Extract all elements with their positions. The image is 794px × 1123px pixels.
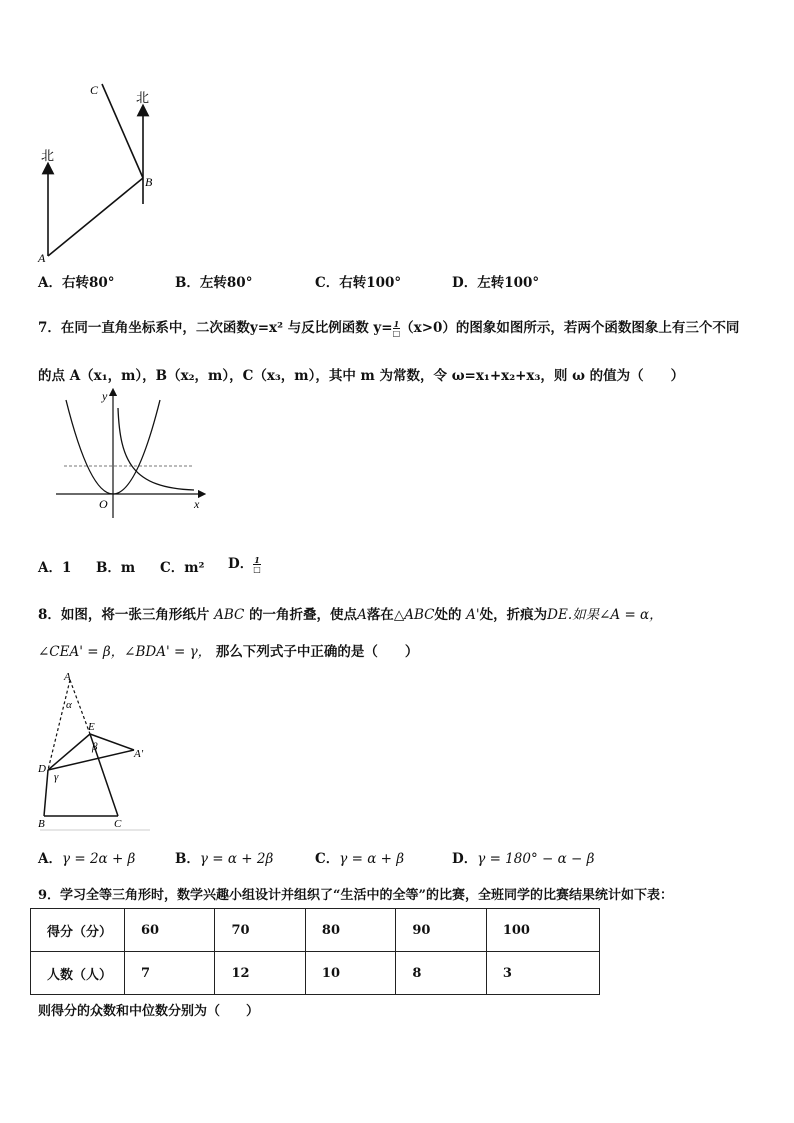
segment-ab: [48, 178, 143, 256]
table-cell: 70: [215, 909, 305, 952]
q8-text-i: 处，折痕为: [479, 607, 548, 623]
q8-math-abc: ABC: [214, 607, 245, 623]
q7-text-post: （x>0）的图象如图所示，若两个函数图象上有三个不同: [400, 320, 740, 336]
label-b: B: [145, 175, 153, 189]
q7-option-d-fraction: [253, 556, 261, 573]
label-a: A: [64, 671, 71, 683]
q6-option-c[interactable]: C．右转100°: [315, 275, 402, 291]
q8-stem-line1: [38, 603, 663, 623]
q8-math-de: DE: [547, 607, 568, 623]
table-cell: 80: [305, 909, 395, 952]
q8-stem-line2: [38, 640, 418, 660]
q8-text-a: 8．如图，将一张三角形纸片: [38, 607, 210, 623]
q8-text-e: 落在: [366, 607, 394, 623]
table-row: [31, 909, 600, 952]
q8-text-g: 处的: [434, 607, 462, 623]
q8-option-d-math: γ = 180° − α − β: [477, 851, 595, 867]
label-gamma: γ: [54, 771, 59, 783]
label-d: D: [38, 763, 46, 775]
q8-option-d[interactable]: [452, 847, 594, 867]
q8-fold-diagram: [34, 670, 154, 834]
q7-fraction-den: □: [392, 328, 401, 338]
table-cell: 得分（分）: [31, 909, 125, 952]
q8-option-b-math: γ = α + 2β: [199, 851, 274, 867]
q7-option-d-num: 1: [254, 555, 260, 565]
label-a-prime: A': [134, 748, 144, 760]
q8-option-c-math: γ = α + β: [339, 851, 405, 867]
table-cell: 8: [396, 952, 486, 995]
q8-option-a-math: γ = 2α + β: [61, 851, 136, 867]
q8-text-c: 的一角折叠，使点: [249, 607, 358, 623]
table-cell: 7: [125, 952, 215, 995]
fold-ae-dashed: [70, 680, 90, 734]
q6-direction-diagram: [30, 78, 170, 268]
q8-math-triangle: △ABC: [393, 607, 435, 623]
q8-math-conditions: ∠CEA' = β，∠BDA' = γ，: [38, 644, 212, 660]
q8-option-a-label: A．: [38, 851, 62, 867]
q7-options: [38, 556, 438, 578]
hyperbola-curve: [118, 408, 194, 490]
table-row: [31, 952, 600, 995]
label-c: C: [114, 818, 122, 830]
q9-score-table: [30, 908, 600, 995]
graph-label-y: y: [102, 389, 108, 403]
label-a: A: [38, 251, 46, 265]
label-alpha: α: [66, 699, 72, 711]
q7-option-b[interactable]: B．m: [96, 560, 136, 576]
q8-math-condition: .如果∠A = α，: [567, 607, 663, 623]
q6-option-b[interactable]: B．左转80°: [175, 275, 253, 291]
q8-text-question: 那么下列式子中正确的是（ ）: [215, 644, 419, 660]
q8-option-c-label: C．: [315, 851, 340, 867]
q6-option-a[interactable]: A．右转80°: [38, 275, 115, 291]
q8-math-a: A: [357, 607, 367, 623]
label-b: B: [38, 818, 45, 830]
q8-option-b[interactable]: [175, 847, 273, 867]
fold-ad-dashed: [48, 680, 70, 770]
table-cell: 60: [125, 909, 215, 952]
q9-question: 则得分的众数和中位数分别为（ ）: [38, 1004, 260, 1019]
label-e: E: [88, 721, 95, 733]
graph-label-x: x: [194, 497, 200, 511]
q8-options: [38, 847, 738, 867]
segment-da-prime: [48, 750, 134, 770]
graph-label-o: O: [99, 497, 108, 511]
label-beta: β: [92, 741, 98, 753]
q7-function-graph: [52, 386, 212, 518]
q7-stem-line2: 的点 A（x₁，m），B（x₂，m），C（x₃，m），其中 m 为常数，令 ω=x₁+x₂+x₃，则 ω 的值为（ ）: [38, 368, 685, 384]
q7-option-d-label: D．: [228, 556, 254, 572]
q7-stem-line1: [38, 316, 739, 337]
table-cell: 3: [486, 952, 599, 995]
table-cell: 10: [305, 952, 395, 995]
table-cell: 12: [215, 952, 305, 995]
q8-math-a-prime: A': [466, 607, 480, 623]
q7-option-a[interactable]: A．1: [38, 560, 72, 576]
q9-stem: 9．学习全等三角形时，数学兴趣小组设计并组织了“生活中的全等”的比赛，全班同学的比赛结果统计如下表：: [38, 888, 674, 903]
q7-option-c[interactable]: C．m²: [160, 560, 205, 576]
label-c: C: [90, 83, 99, 97]
q8-option-a[interactable]: [38, 847, 135, 867]
segment-db: [44, 770, 48, 816]
table-cell: 人数（人）: [31, 952, 125, 995]
q8-option-d-label: D．: [452, 851, 478, 867]
q7-option-d-den: □: [253, 564, 261, 574]
q8-option-c[interactable]: [315, 847, 404, 867]
q6-options: [38, 271, 738, 291]
q8-option-b-label: B．: [175, 851, 200, 867]
north-label-a: 北: [41, 148, 55, 163]
q7-text-pre: 7．在同一直角坐标系中，二次函数y=x² 与反比例函数 y=: [38, 320, 393, 336]
table-cell: 90: [396, 909, 486, 952]
q7-option-d[interactable]: [228, 552, 261, 573]
q7-fraction-num: 1: [393, 319, 400, 329]
q6-option-d[interactable]: D．左转100°: [452, 275, 540, 291]
table-cell: 100: [486, 909, 599, 952]
north-label-b: 北: [136, 90, 150, 105]
